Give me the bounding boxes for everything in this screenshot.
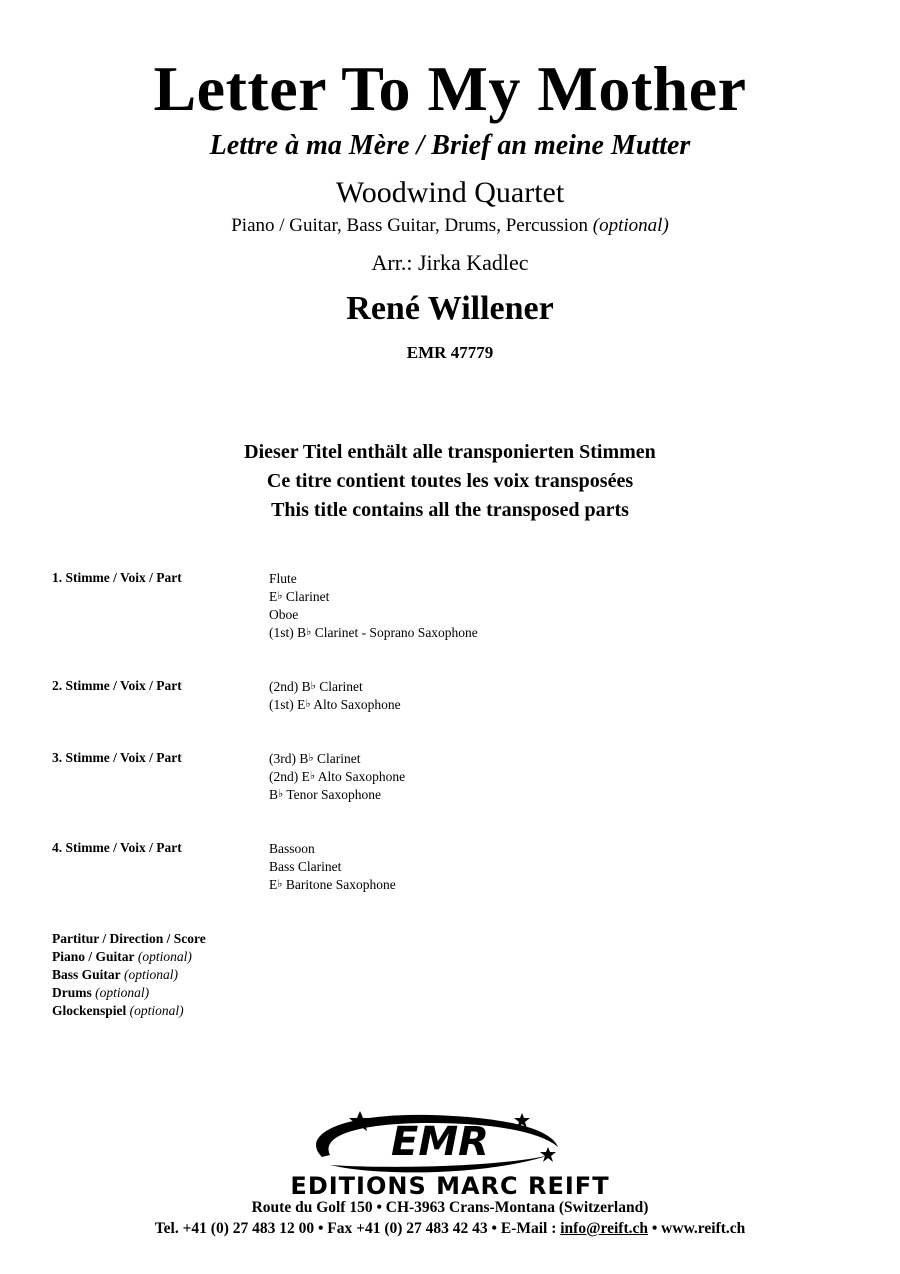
- email-link[interactable]: info@reift.ch: [560, 1220, 648, 1237]
- part-instrument-list: [269, 750, 405, 804]
- catalog-number: EMR 47779: [406, 343, 494, 362]
- extra-part: Drums (optional): [52, 985, 150, 1000]
- instrument-line: E♭ Clarinet: [269, 589, 330, 604]
- extra-parts-list: [52, 930, 206, 1020]
- extra-part: Bass Guitar (optional): [52, 967, 179, 982]
- arranger: Arr.: Jirka Kadlec: [371, 250, 529, 275]
- instrument-line: (1st) E♭ Alto Saxophone: [269, 697, 401, 712]
- ensemble: Woodwind Quartet: [335, 176, 565, 209]
- page-title: Letter To My Mother: [153, 53, 747, 124]
- instrument-line: Oboe: [269, 607, 299, 622]
- part-label: 4. Stimme / Voix / Part: [52, 840, 182, 855]
- part-instrument-list: [269, 840, 396, 894]
- part-label: 2. Stimme / Voix / Part: [52, 678, 182, 693]
- instrument-line: E♭ Baritone Saxophone: [269, 877, 396, 892]
- star-icon: [540, 1147, 556, 1162]
- instrument-line: Bassoon: [269, 841, 315, 856]
- extra-part: Glockenspiel (optional): [52, 1003, 184, 1018]
- logo-text: EMR: [391, 1119, 489, 1165]
- composer: René Willener: [346, 290, 554, 327]
- emr-logo: [300, 1105, 570, 1175]
- notice-german: Dieser Titel enthält alle transponierten Stimmen: [244, 441, 656, 463]
- publisher-name: EDITIONS MARC REIFT: [290, 1172, 610, 1200]
- part-instrument-list: [269, 570, 478, 642]
- part-label: 1. Stimme / Voix / Part: [52, 570, 182, 585]
- instrumentation-optional: (optional): [592, 215, 669, 236]
- instrument-line: (2nd) B♭ Clarinet: [269, 679, 363, 694]
- notice-french: Ce titre contient toutes les voix transposées: [266, 470, 634, 492]
- extra-part: Partitur / Direction / Score: [52, 931, 206, 946]
- instrument-line: (2nd) E♭ Alto Saxophone: [269, 769, 406, 784]
- publisher-contact: Tel. +41 (0) 27 483 12 00 • Fax +41 (0) 27 483 42 43 • E-Mail : info@reift.ch • www.reift.ch: [154, 1220, 746, 1237]
- subtitle: Lettre à ma Mère / Brief an meine Mutter: [209, 130, 691, 161]
- publisher-address: Route du Golf 150 • CH-3963 Crans-Montana (Switzerland): [251, 1199, 649, 1216]
- instrument-line: Flute: [269, 571, 297, 586]
- part-instrument-list: [269, 678, 401, 714]
- notice-english: This title contains all the transposed parts: [271, 499, 629, 521]
- instrument-line: B♭ Tenor Saxophone: [269, 787, 382, 802]
- part-label: 3. Stimme / Voix / Part: [52, 750, 182, 765]
- instrument-line: (3rd) B♭ Clarinet: [269, 751, 361, 766]
- instrument-line: Bass Clarinet: [269, 859, 342, 874]
- extra-part: Piano / Guitar (optional): [52, 949, 192, 964]
- instrument-line: (1st) B♭ Clarinet - Soprano Saxophone: [269, 625, 478, 640]
- instrumentation: [0, 215, 900, 237]
- instrumentation-list: Piano / Guitar, Bass Guitar, Drums, Percussion: [231, 215, 589, 236]
